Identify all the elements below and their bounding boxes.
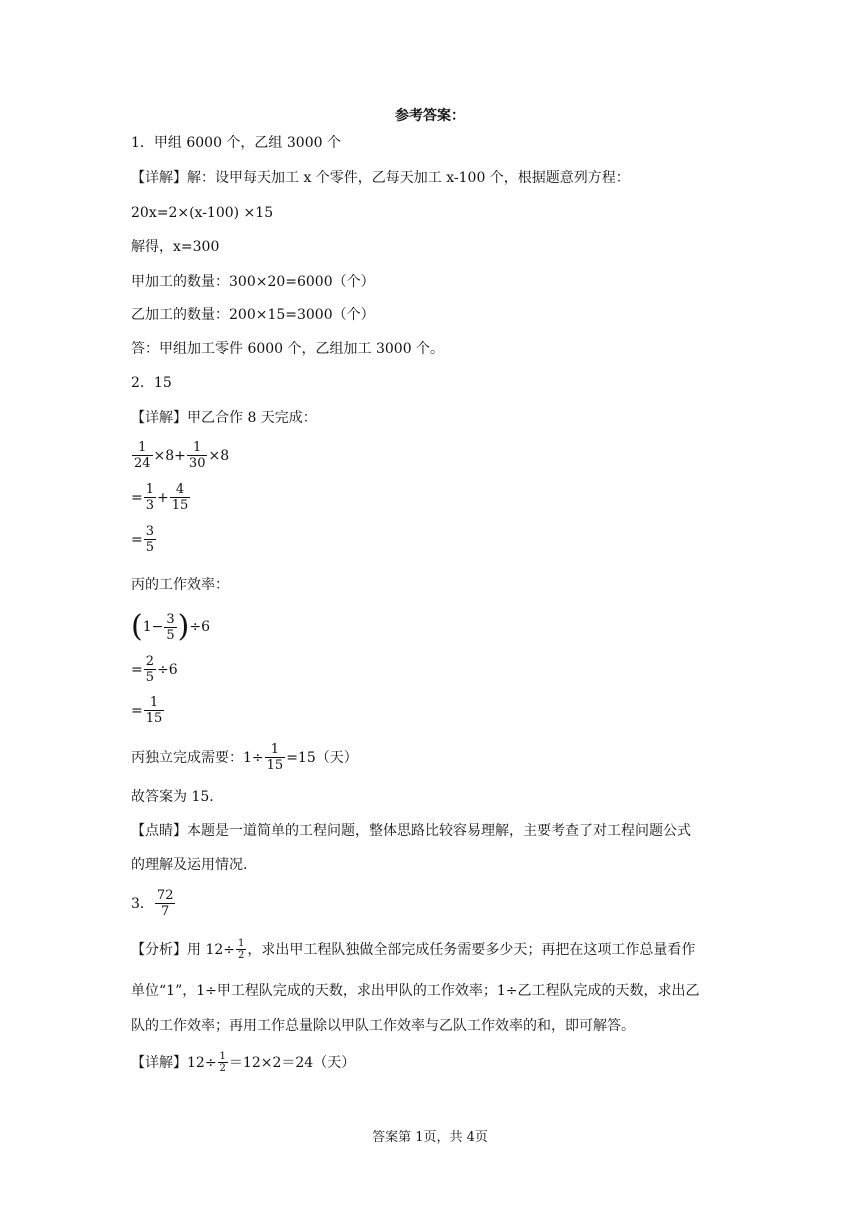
q2-comment-1: 【点睛】本题是一道简单的工程问题，整体思路比较容易理解，主要考查了对工程问题公式 — [131, 823, 691, 839]
q2-alone: 丙独立完成需要：1÷ $\frac{1}{15}$ =15（天） — [131, 742, 358, 773]
fraction: $\frac{72}{7}$ — [156, 888, 174, 919]
fraction: $\frac{1}{3}$ — [145, 482, 155, 513]
fraction: $\frac{1}{2}$ — [219, 1051, 226, 1074]
fraction: $\frac{3}{5}$ — [145, 524, 155, 555]
q2-expr-line-3: = $\frac{3}{5}$ — [131, 524, 155, 555]
fraction: $\frac{1}{24}$ — [134, 440, 151, 471]
fraction: $\frac{2}{5}$ — [145, 654, 155, 685]
q2-expr-line-2: = $\frac{1}{3}$ + $\frac{4}{15}$ — [131, 482, 189, 513]
q1-detail: 【详解】解：设甲每天加工 x 个零件，乙每天加工 x-100 个，根据题意列方程： — [131, 170, 630, 186]
q1-solve: 解得，x=300 — [131, 239, 220, 255]
fraction: $\frac{4}{15}$ — [171, 482, 189, 513]
fraction: $\frac{1}{2}$ — [238, 938, 245, 961]
q2-detail: 【详解】甲乙合作 8 天完成： — [131, 410, 317, 426]
q2-rate-line-3: = $\frac{1}{15}$ — [131, 695, 163, 726]
q1-a-count: 甲加工的数量：300×20=6000（个） — [131, 274, 375, 290]
q2-rate-line-1: (1− $\frac{3}{5}$ )÷6 — [131, 609, 210, 644]
q1-answer: 1．甲组 6000 个，乙组 3000 个 — [131, 135, 341, 151]
q3-answer: 3． $\frac{72}{7}$ — [131, 888, 174, 919]
q3-analysis-1: 【分析】用 12÷ $\frac{1}{2}$ ，求出甲工程队独做全部完成任务需要多少天；再把在这项工作总量看作 — [131, 938, 696, 961]
q3-detail: 【详解】12÷ $\frac{1}{2}$ ＝12×2＝24（天） — [131, 1051, 356, 1074]
q2-expr-line-1: $\frac{1}{24}$ ×8+ $\frac{1}{30}$ ×8 — [134, 440, 230, 471]
q1-final: 答：甲组加工零件 6000 个，乙组加工 3000 个。 — [131, 341, 445, 357]
q2-answer: 2．15 — [131, 375, 172, 391]
fraction: $\frac{1}{30}$ — [188, 440, 206, 471]
q2-comment-2: 的理解及运用情况. — [131, 857, 248, 873]
q2-rate-line-2: = $\frac{2}{5}$ ÷6 — [131, 654, 178, 685]
page-title: 参考答案： — [395, 108, 465, 124]
q3-analysis-2: 单位“1”，1÷甲工程队完成的天数，求出甲队的工作效率；1÷乙工程队完成的天数，求出乙 — [131, 983, 700, 999]
q3-analysis-3: 队的工作效率；再用工作总量除以甲队工作效率与乙队工作效率的和，即可解答。 — [131, 1018, 635, 1034]
fraction: $\frac{1}{15}$ — [145, 695, 163, 726]
page-footer: 答案第 1页，共 4页 — [372, 1130, 488, 1145]
q2-conclusion: 故答案为 15. — [131, 789, 214, 805]
fraction: $\frac{1}{15}$ — [266, 742, 284, 773]
fraction: $\frac{3}{5}$ — [166, 611, 175, 643]
q1-b-count: 乙加工的数量：200×15=3000（个） — [131, 307, 375, 323]
q2-rate-label: 丙的工作效率： — [131, 577, 229, 593]
q1-equation: 20x=2×(x-100) ×15 — [131, 205, 274, 221]
